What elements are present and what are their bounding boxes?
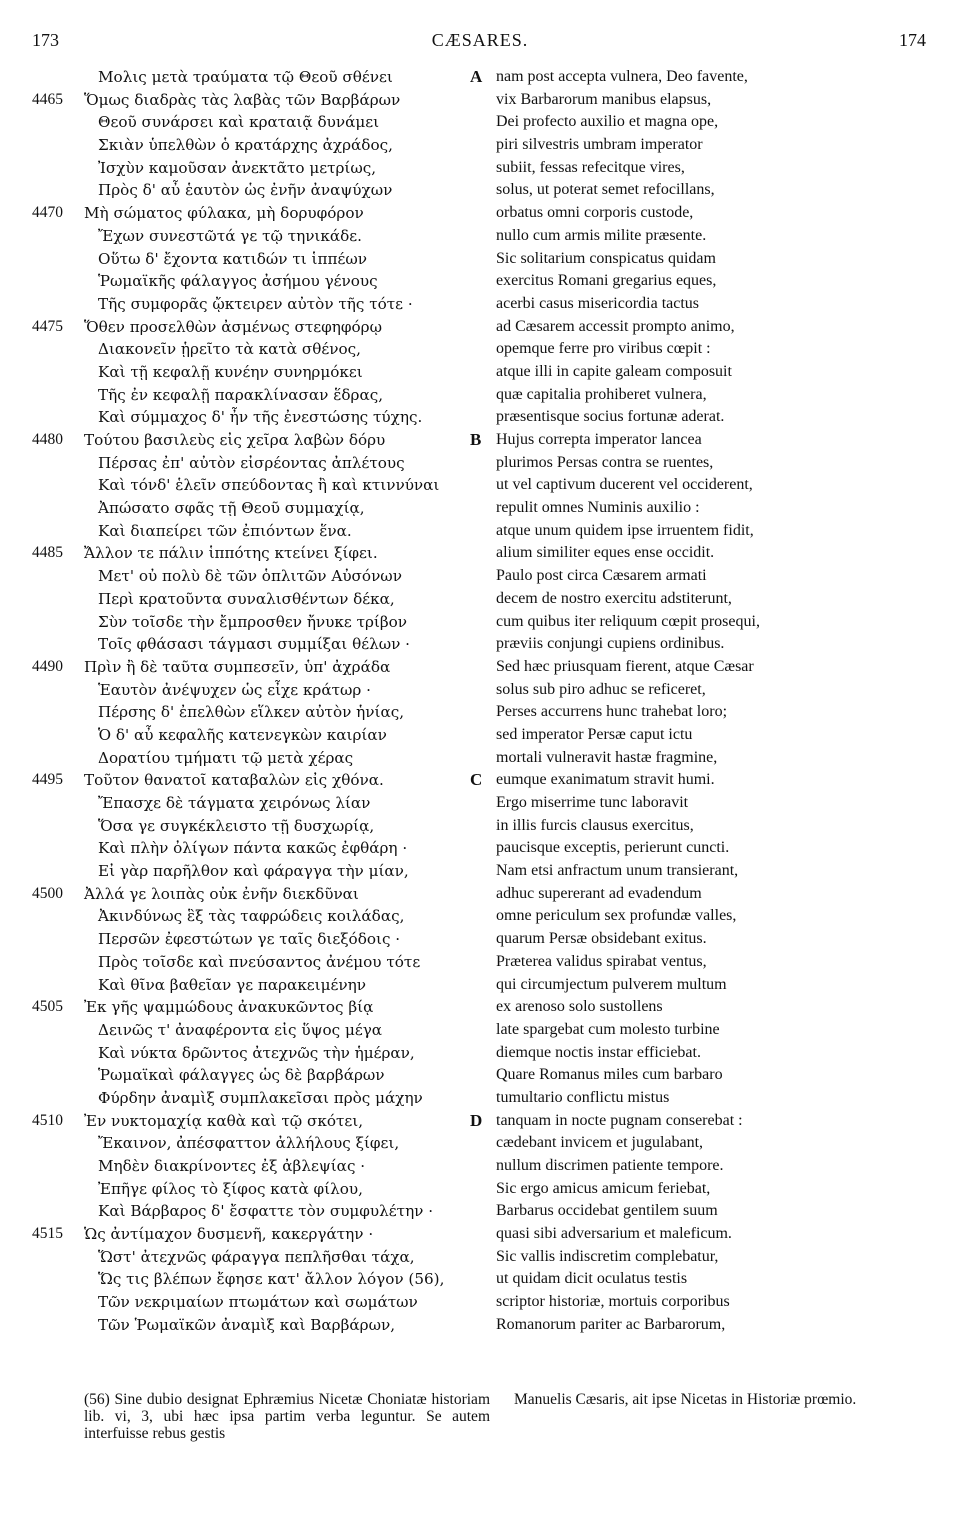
greek-verse-line [32, 815, 482, 838]
greek-verse-line [32, 633, 482, 656]
greek-verse-text: Δεινῶς τ' ἀναφέροντα εἰς ὕψος μέγα [98, 1020, 383, 1039]
latin-translation-line [470, 429, 940, 452]
line-number: 4470 [32, 204, 63, 222]
greek-verse-text: Ἰσχὺν καμοῦσαν ἀνεκτᾶτο μετρίως, [98, 158, 377, 177]
line-number: 4485 [32, 544, 63, 562]
line-number: 4505 [32, 998, 63, 1016]
greek-verse-line [32, 1110, 482, 1133]
latin-translation-text: eumque exanimatum stravit humi. [496, 771, 715, 789]
latin-translation-text: in illis furcis clausus exercitus, [496, 816, 694, 834]
greek-verse-line [32, 338, 482, 361]
line-number: 4515 [32, 1225, 63, 1243]
line-number: 4510 [32, 1111, 63, 1129]
latin-translation-text: Sic vallis indiscretim complebatur, [496, 1247, 719, 1265]
greek-verse-text: Τῆς συμφορᾶς ᾤκτειρεν αὐτὸν τῆς τότε · [98, 294, 413, 313]
greek-text-column [32, 66, 482, 1337]
latin-translation-text: Sed hæc priusquam fierent, atque Cæsar [496, 657, 754, 675]
greek-verse-text: Φύρδην ἀναμὶξ συμπλακεῖσαι πρὸς μάχην [98, 1088, 423, 1107]
footnote-left: (56) Sine dubio designat Ephræmius Nicetæ Choniatæ historiam lib. vi, 3, ubi hæc ipsa partim verba leguntur. Se autem interfuisse rebus gestis [84, 1391, 490, 1442]
latin-translation-text: ut quidam dicit oculatus testis [496, 1270, 688, 1288]
latin-translation-text: Hujus correpta imperator lancea [496, 431, 702, 448]
latin-translation-line [470, 1291, 940, 1314]
greek-verse-line [32, 157, 482, 180]
latin-translation-text: alium similiter eques ense occidit. [496, 544, 715, 562]
footnote-right: Manuelis Cæsaris, ait ipse Nicetas in Historiæ prœmio. [514, 1391, 857, 1408]
greek-verse-text: Ἄλλον τε πάλιν ἱππότης κτείνει ξίφει. [84, 544, 378, 563]
latin-translation-text: exercitus Romani gregarius eques, [496, 272, 717, 290]
greek-verse-line [32, 1132, 482, 1155]
greek-verse-line [32, 1314, 482, 1337]
line-number: 4500 [32, 884, 63, 902]
greek-verse-line [32, 270, 482, 293]
latin-translation-line [470, 565, 940, 588]
greek-verse-text: Ἐπῆγε φίλος τὸ ξίφος κατὰ φίλου, [98, 1179, 363, 1198]
latin-text-column [470, 66, 940, 1337]
greek-verse-text: Σὺν τοῖσδε τὴν ἔμπροσθεν ἤνυκε τρίβον [98, 612, 408, 631]
latin-translation-text: cum quibus iter reliquum cœpit prosequi, [496, 612, 760, 630]
latin-translation-text: quæ capitalia prohiberet vulnera, [496, 385, 707, 403]
latin-translation-text: Barbarus occidebat gentilem suum [496, 1202, 718, 1220]
greek-verse-line [32, 293, 482, 316]
greek-verse-text: Καὶ τῇ κεφαλῇ κυνέην συνηρμόκει [98, 362, 363, 381]
greek-verse-text: Ὥστ' ἀτεχνῶς φάραγγα πεπλῆσθαι τάχα, [98, 1247, 415, 1266]
latin-translation-text: Præterea validus spirabat ventus, [496, 952, 707, 970]
latin-translation-line [470, 996, 940, 1019]
greek-verse-line [32, 179, 482, 202]
greek-verse-text: Ὥς τις βλέπων ἔφησε κατ' ἄλλον λόγον (56), [98, 1270, 445, 1289]
latin-translation-text: ex arenoso solo sustollens [496, 998, 663, 1016]
latin-translation-line [470, 951, 940, 974]
greek-verse-line [32, 1223, 482, 1246]
latin-translation-text: atque unum quidem ipse irruentem fidit, [496, 521, 754, 539]
latin-translation-line [470, 724, 940, 747]
latin-translation-text: Ergo miserrime tunc laboravit [496, 794, 689, 811]
greek-verse-text: Ἐκ γῆς ψαμμώδους ἀνακυκῶντος βίᾳ [84, 998, 374, 1017]
greek-verse-text: Τῶν Ῥωμαϊκῶν ἀναμὶξ καὶ Βαρβάρων, [98, 1315, 396, 1334]
latin-translation-line [470, 611, 940, 634]
greek-verse-line [32, 406, 482, 429]
latin-translation-text: præviis conjungi cupiens ordinibus. [496, 635, 725, 653]
latin-translation-line [470, 679, 940, 702]
line-number: 4475 [32, 317, 63, 335]
latin-translation-line [470, 316, 940, 339]
latin-translation-line [470, 474, 940, 497]
latin-translation-text: cædebant invicem et jugulabant, [496, 1134, 704, 1152]
line-number: 4490 [32, 657, 63, 675]
greek-verse-line [32, 542, 482, 565]
latin-translation-line [470, 179, 940, 202]
latin-translation-text: paucisque exceptis, perierunt cuncti. [496, 839, 730, 857]
latin-translation-line [470, 701, 940, 724]
greek-verse-text: Ἀκινδύνως ἓξ τὰς ταφρώδεις κοιλάδας, [98, 907, 405, 926]
running-title: CÆSARES. [431, 30, 529, 50]
greek-verse-text: Καὶ Βάρβαρος δ' ἔσφαττε τὸν συμφυλέτην · [98, 1202, 434, 1221]
latin-translation-line [470, 520, 940, 543]
greek-verse-text: Τοῦτον θανατοῖ καταβαλὼν εἰς χθόνα. [84, 771, 384, 790]
latin-translation-line [470, 656, 940, 679]
latin-translation-line [470, 338, 940, 361]
latin-translation-text: Perses accurrens hunc trahebat loro; [496, 703, 728, 721]
latin-translation-text: atque illi in capite galeam composuit [496, 362, 732, 380]
greek-verse-line [32, 134, 482, 157]
greek-verse-line [32, 1042, 482, 1065]
greek-verse-text: Εἰ γὰρ παρῆλθον καὶ φάραγγα τὴν μίαν, [98, 862, 409, 881]
latin-translation-line [470, 769, 940, 792]
greek-verse-text: Ῥωμαϊκῆς φάλαγγος ἀσήμου γένους [98, 272, 378, 291]
latin-translation-line [470, 1178, 940, 1201]
latin-translation-text: omne periculum sex profundæ valles, [496, 907, 737, 925]
latin-translation-text: mortali vulneravit hastæ fragmine, [496, 748, 718, 766]
greek-verse-text: Τῆς ἐν κεφαλῇ παρακλίνασαν ἕδρας, [98, 385, 384, 404]
latin-translation-text: repulit omnes Numinis auxilio : [496, 499, 700, 517]
greek-verse-text: Καὶ σύμμαχος δ' ἦν τῆς ἐνεστώσης τύχης. [98, 408, 423, 427]
greek-verse-text: Οὕτω δ' ἔχοντα κατιδών τι ἱππέων [98, 249, 367, 268]
greek-verse-line [32, 202, 482, 225]
latin-translation-text: Quare Romanus miles cum barbaro [496, 1066, 723, 1084]
greek-verse-text: Ὁ δ' αὖ κεφαλῆς κατενεγκὼν καιρίαν [98, 725, 387, 744]
line-number: 4495 [32, 771, 63, 789]
greek-verse-text: Θεοῦ συνάρσει καὶ κραταιᾷ δυνάμει [98, 113, 380, 132]
greek-verse-text: Τούτου βασιλεὺς εἰς χεῖρα λαβὼν δόρυ [84, 431, 386, 449]
greek-verse-text: Καὶ πλὴν ὀλίγων πάντα κακῶς ἐφθάρη · [98, 839, 408, 858]
greek-verse-line [32, 928, 482, 951]
page-number-right: 174 [899, 30, 926, 50]
greek-verse-text: Ἔχων συνεστῶτά γε τῷ τηνικάδε. [98, 226, 362, 245]
latin-translation-line [470, 361, 940, 384]
latin-translation-text: nam post accepta vulnera, Deo favente, [496, 68, 748, 85]
greek-verse-line [32, 111, 482, 134]
greek-verse-text: Μηδὲν διακρίνοντες ἐξ ἀβλεψίας · [98, 1157, 366, 1175]
latin-translation-line [470, 66, 940, 89]
greek-verse-line [32, 520, 482, 543]
greek-verse-line [32, 656, 482, 679]
latin-translation-text: piri silvestris umbram imperator [496, 136, 703, 154]
greek-verse-line [32, 1291, 482, 1314]
greek-verse-line [32, 1268, 482, 1291]
latin-translation-text: tanquam in nocte pugnam conserebat : [496, 1111, 743, 1129]
page-number-left: 173 [32, 30, 59, 50]
greek-verse-text: Ἑαυτὸν ἀνέψυχεν ὡς εἶχε κράτωρ · [98, 680, 371, 699]
greek-verse-text: Δορατίου τμήματι τῷ μετὰ χέρας [98, 748, 354, 767]
latin-translation-text: diemque noctis instar efficiebat. [496, 1043, 701, 1061]
greek-verse-line [32, 565, 482, 588]
greek-verse-line [32, 497, 482, 520]
greek-verse-text: Πέρσης δ' ἐπελθὼν εἵλκεν αὐτὸν ἡνίας, [98, 703, 405, 722]
latin-translation-text: late spargebat cum molesto turbine [496, 1020, 720, 1038]
greek-verse-line [32, 951, 482, 974]
latin-translation-text: ad Cæsarem accessit prompto animo, [496, 317, 735, 335]
latin-translation-text: solus, ut poterat semet refocillans, [496, 181, 715, 199]
greek-verse-text: Καὶ νύκτα δρῶντος ἀτεχνῶς τὴν ἡμέραν, [98, 1043, 415, 1062]
greek-verse-line [32, 452, 482, 475]
latin-translation-text: Romanorum pariter ac Barbarorum, [496, 1315, 726, 1333]
greek-verse-line [32, 588, 482, 611]
latin-translation-text: decem de nostro exercitu adstiterunt, [496, 589, 732, 607]
latin-translation-text: præsentisque socius fortunæ aderat. [496, 408, 725, 426]
greek-verse-text: Τοῖς φθάσασι τάγμασι συμμίξαι θέλων · [98, 635, 410, 654]
latin-translation-text: adhuc supererant ad evadendum [496, 884, 702, 902]
greek-verse-text: Πρὸς τοῖσδε καὶ πνεύσαντος ἀνέμου τότε [98, 952, 421, 971]
greek-verse-line [32, 1200, 482, 1223]
line-number: 4465 [32, 90, 63, 108]
greek-verse-line [32, 1064, 482, 1087]
greek-verse-text: Μὴ σώματος φύλακα, μὴ δορυφόρον [84, 204, 364, 223]
greek-verse-line [32, 769, 482, 792]
section-marker: A [470, 67, 483, 86]
greek-verse-text: Μετ' οὐ πολὺ δὲ τῶν ὁπλιτῶν Αὐσόνων [98, 567, 402, 586]
greek-verse-line [32, 316, 482, 339]
greek-verse-line [32, 701, 482, 724]
section-marker: D [470, 1110, 483, 1130]
greek-verse-text: Περσῶν ἐφεστώτων γε ταῖς διεξόδοις · [98, 930, 401, 949]
greek-verse-line [32, 66, 482, 89]
latin-translation-text: quarum Persæ obsidebant exitus. [496, 930, 707, 948]
latin-translation-text: nullo cum armis milite præsente. [496, 226, 707, 244]
greek-verse-text: Σκιὰν ὑπελθὼν ὁ κρατάρχης ἀχράδος, [98, 136, 393, 155]
latin-translation-line [470, 134, 940, 157]
greek-verse-line [32, 1246, 482, 1269]
greek-verse-line [32, 996, 482, 1019]
greek-verse-line [32, 384, 482, 407]
greek-verse-text: Πρὸς δ' αὖ ἑαυτὸν ὡς ἐνῆν ἀναψύχων [98, 181, 393, 200]
latin-translation-line [470, 1019, 940, 1042]
latin-translation-line [470, 588, 940, 611]
latin-translation-text: Nam etsi anfractum unum transierant, [496, 862, 739, 880]
greek-verse-line [32, 974, 482, 997]
latin-translation-text: qui circumjectum pulverem multum [496, 975, 727, 993]
greek-verse-text: Ὅμως διαδρὰς τὰς λαβὰς τῶν Βαρβάρων [84, 90, 401, 109]
greek-verse-text: Ὡς ἀντίμαχον δυσμενῆ, κακεργάτην · [84, 1225, 374, 1244]
latin-translation-line [470, 452, 940, 475]
greek-verse-line [32, 89, 482, 112]
latin-translation-line [470, 905, 940, 928]
latin-translation-line [470, 248, 940, 271]
greek-verse-line [32, 724, 482, 747]
latin-translation-line [470, 747, 940, 770]
latin-translation-line [470, 1064, 940, 1087]
greek-verse-line [32, 905, 482, 928]
latin-translation-line [470, 1110, 940, 1133]
latin-translation-line [470, 293, 940, 316]
greek-verse-text: Πρὶν ἢ δὲ ταῦτα συμπεσεῖν, ὑπ' ἀχράδα [84, 657, 391, 676]
greek-verse-text: Τῶν νεκριμαίων πτωμάτων καὶ σωμάτων [98, 1293, 418, 1312]
latin-translation-text: vix Barbarorum manibus elapsus, [496, 90, 712, 108]
latin-translation-line [470, 860, 940, 883]
greek-verse-text: Ἐν νυκτομαχίᾳ καθὰ καὶ τῷ σκότει, [84, 1111, 364, 1130]
greek-verse-line [32, 225, 482, 248]
latin-translation-line [470, 202, 940, 225]
latin-translation-text: subiit, fessas refecitque vires, [496, 158, 685, 176]
latin-translation-line [470, 111, 940, 134]
greek-verse-line [32, 860, 482, 883]
latin-translation-line [470, 1314, 940, 1337]
latin-translation-text: acerbi casus misericordia tactus [496, 294, 700, 312]
greek-verse-line [32, 248, 482, 271]
latin-translation-line [470, 1246, 940, 1269]
greek-verse-text: Πέρσας ἐπ' αὐτὸν εἰσρέοντας ἀπλέτους [98, 453, 405, 472]
greek-verse-text: Ἀπώσατο σφᾶς τῇ Θεοῦ συμμαχίᾳ, [98, 499, 365, 518]
greek-verse-text: Καὶ διαπείρει τῶν ἐπιόντων ἕνα. [98, 521, 352, 540]
latin-translation-text: Sic ergo amicus amicum feriebat, [496, 1179, 711, 1197]
latin-translation-line [470, 1268, 940, 1291]
latin-translation-line [470, 157, 940, 180]
latin-translation-text: ut vel captivum ducerent vel occiderent, [496, 476, 753, 494]
latin-translation-line [470, 384, 940, 407]
latin-translation-line [470, 225, 940, 248]
greek-verse-line [32, 747, 482, 770]
latin-translation-line [470, 270, 940, 293]
latin-translation-text: scriptor historiæ, mortuis corporibus [496, 1293, 730, 1311]
latin-translation-line [470, 837, 940, 860]
latin-translation-text: solus sub piro adhuc se reficeret, [496, 680, 706, 698]
greek-verse-text: Ἔπασχε δὲ τάγματα χειρόνως λίαν [98, 794, 371, 812]
latin-translation-text: Dei profecto auxilio et magna ope, [496, 113, 719, 131]
latin-translation-text: sed imperator Persæ caput ictu [496, 725, 693, 743]
latin-translation-text: Sic solitarium conspicatus quidam [496, 249, 716, 267]
latin-translation-line [470, 89, 940, 112]
latin-translation-line [470, 406, 940, 429]
latin-translation-line [470, 792, 940, 815]
latin-translation-line [470, 1132, 940, 1155]
latin-translation-line [470, 1155, 940, 1178]
section-marker: B [470, 430, 482, 449]
greek-verse-line [32, 1178, 482, 1201]
greek-verse-line [32, 361, 482, 384]
greek-verse-text: Περὶ κρατοῦντα συναλισθέντων δέκα, [98, 589, 395, 608]
greek-verse-text: Ἀλλά γε λοιπὰς οὐκ ἐνῆν διεκδῦναι [84, 884, 359, 903]
latin-translation-line [470, 883, 940, 906]
greek-verse-line [32, 792, 482, 815]
latin-translation-line [470, 1042, 940, 1065]
greek-verse-line [32, 679, 482, 702]
section-marker: C [470, 770, 483, 790]
greek-verse-line [32, 474, 482, 497]
greek-verse-line [32, 1019, 482, 1042]
latin-translation-line [470, 633, 940, 656]
latin-translation-line [470, 974, 940, 997]
greek-verse-text: Ῥωμαϊκαὶ φάλαγγες ὡς δὲ βαρβάρων [98, 1066, 385, 1085]
latin-translation-text: tumultario conflictu mistus [496, 1088, 670, 1106]
greek-verse-text: Καὶ θῖνα βαθεῖαν γε παρακειμένην [98, 975, 366, 994]
greek-verse-text: Ἔκαινον, ἀπέσφαττον ἀλλήλους ξίφει, [98, 1134, 400, 1153]
latin-translation-text: quasi sibi adversarium et maleficum. [496, 1225, 732, 1243]
greek-verse-line [32, 1155, 482, 1178]
greek-verse-text: Καὶ τόνδ' ἑλεῖν σπεύδοντας ἢ καὶ κτιννύναι [98, 476, 440, 495]
latin-translation-text: plurimos Persas contra se ruentes, [496, 453, 714, 471]
line-number: 4480 [32, 431, 63, 448]
greek-verse-line [32, 1087, 482, 1110]
latin-translation-text: Paulo post circa Cæsarem armati [496, 567, 707, 585]
greek-verse-line [32, 837, 482, 860]
latin-translation-text: nullum discrimen patiente tempore. [496, 1157, 724, 1174]
latin-translation-line [470, 1200, 940, 1223]
greek-verse-text: Διακονεῖν ᾑρεῖτο τὰ κατὰ σθένος, [98, 340, 361, 359]
latin-translation-line [470, 928, 940, 951]
latin-translation-text: orbatus omni corporis custode, [496, 204, 694, 222]
latin-translation-line [470, 815, 940, 838]
greek-verse-text: Ὅσα γε συγκέκλειστο τῇ δυσχωρίᾳ, [98, 816, 375, 835]
latin-translation-line [470, 542, 940, 565]
greek-verse-line [32, 611, 482, 634]
latin-translation-text: opemque ferre pro viribus cœpit : [496, 340, 711, 358]
greek-verse-line [32, 429, 482, 452]
greek-verse-text: Μολις μετὰ τραύματα τῷ Θεοῦ σθένει [98, 68, 393, 86]
latin-translation-line [470, 497, 940, 520]
greek-verse-text: Ὅθεν προσελθὼν ἀσμένως στεφηφόρῳ [84, 317, 382, 336]
greek-verse-line [32, 883, 482, 906]
latin-translation-line [470, 1223, 940, 1246]
latin-translation-line [470, 1087, 940, 1110]
